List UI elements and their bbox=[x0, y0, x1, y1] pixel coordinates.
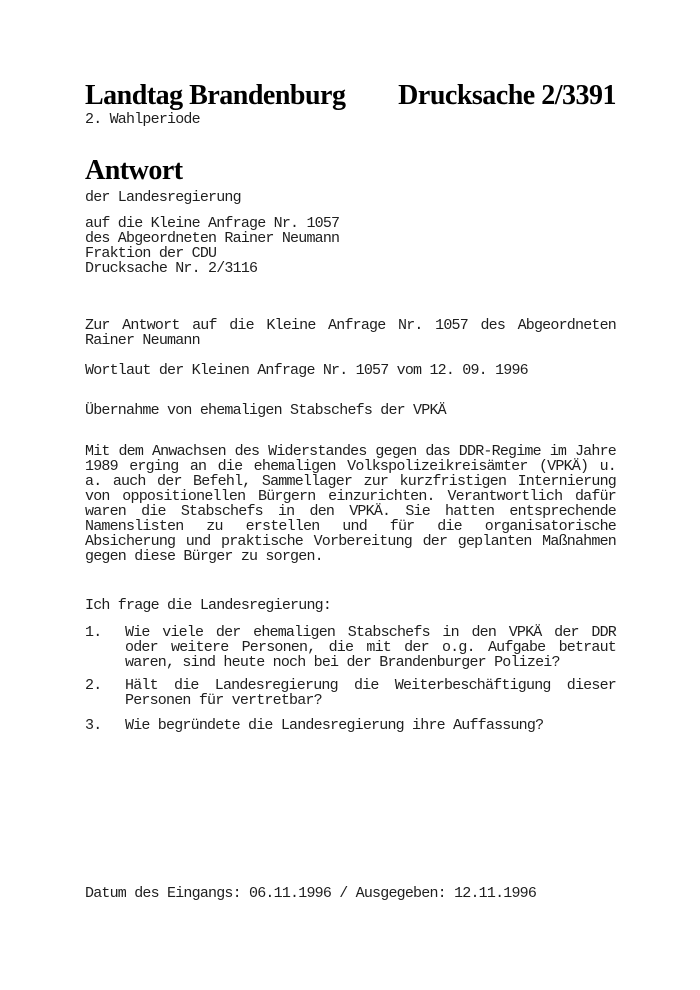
question-line: Wie viele der ehemaligen Stabschefs in den VPKÄ der DDR bbox=[125, 624, 616, 641]
question-line: Personen für vertretbar? bbox=[125, 692, 322, 709]
question-intro: Ich frage die Landesregierung: bbox=[85, 597, 332, 614]
body-line: von oppositionellen Bürgern einzurichten. Verantwortlich dafür bbox=[85, 488, 616, 505]
question-3 bbox=[85, 718, 616, 733]
reference-block bbox=[85, 318, 616, 348]
institution-title: Landtag Brandenburg bbox=[85, 80, 346, 111]
question-text bbox=[125, 625, 616, 670]
address-line: Drucksache Nr. 2/3116 bbox=[85, 260, 258, 277]
body-line: waren die Stabschefs in den VPKÄ. Sie hatten entsprechende bbox=[85, 503, 616, 520]
question-number: 3. bbox=[85, 717, 102, 734]
body-line: a. auch der Befehl, Sammellager zur kurzfristigen Internierung bbox=[85, 473, 616, 490]
legislative-period: 2. Wahlperiode bbox=[85, 111, 200, 128]
question-line: Wie begründete die Landesregierung ihre Auffassung? bbox=[125, 717, 544, 734]
address-line: des Abgeordneten Rainer Neumann bbox=[85, 230, 340, 247]
address-block bbox=[85, 216, 616, 276]
address-line: auf die Kleine Anfrage Nr. 1057 bbox=[85, 215, 340, 232]
doc-number: Drucksache 2/3391 bbox=[398, 80, 616, 111]
answer-subheading: der Landesregierung bbox=[85, 189, 241, 206]
question-line: Hält die Landesregierung die Weiterbeschäftigung dieser bbox=[125, 677, 616, 694]
question-line: oder weitere Personen, die mit der o.g. Aufgabe betraut bbox=[125, 639, 616, 656]
question-number: 1. bbox=[85, 624, 102, 641]
body-line: 1989 erging an die ehemaligen Volkspolizeikreisämter (VPKÄ) u. bbox=[85, 458, 616, 475]
subject-line: Übernahme von ehemaligen Stabschefs der VPKÄ bbox=[85, 402, 446, 419]
question-number: 2. bbox=[85, 677, 102, 694]
question-2 bbox=[85, 678, 616, 708]
question-text bbox=[125, 678, 616, 708]
reference-line: Zur Antwort auf die Kleine Anfrage Nr. 1057 des Abgeordneten bbox=[85, 317, 616, 334]
body-line: Namenslisten zu erstellen und für die organisatorische bbox=[85, 518, 616, 535]
reference-line: Rainer Neumann bbox=[85, 332, 200, 349]
wortlaut-line: Wortlaut der Kleinen Anfrage Nr. 1057 vom 12. 09. 1996 bbox=[85, 362, 528, 379]
footer-dates: Datum des Eingangs: 06.11.1996 / Ausgegeben: 12.11.1996 bbox=[85, 885, 537, 902]
body-line: Mit dem Anwachsen des Widerstandes gegen das DDR-Regime im Jahre bbox=[85, 443, 616, 460]
question-1 bbox=[85, 625, 616, 670]
answer-heading: Antwort bbox=[85, 155, 183, 186]
question-line: waren, sind heute noch bei der Brandenburger Polizei? bbox=[125, 654, 560, 671]
body-line: Absicherung und praktische Vorbereitung der geplanten Maßnahmen bbox=[85, 533, 616, 550]
document-header bbox=[85, 82, 616, 110]
question-text bbox=[125, 718, 616, 733]
body-paragraph bbox=[85, 444, 616, 564]
address-line: Fraktion der CDU bbox=[85, 245, 217, 262]
body-line: gegen diese Bürger zu sorgen. bbox=[85, 548, 323, 565]
